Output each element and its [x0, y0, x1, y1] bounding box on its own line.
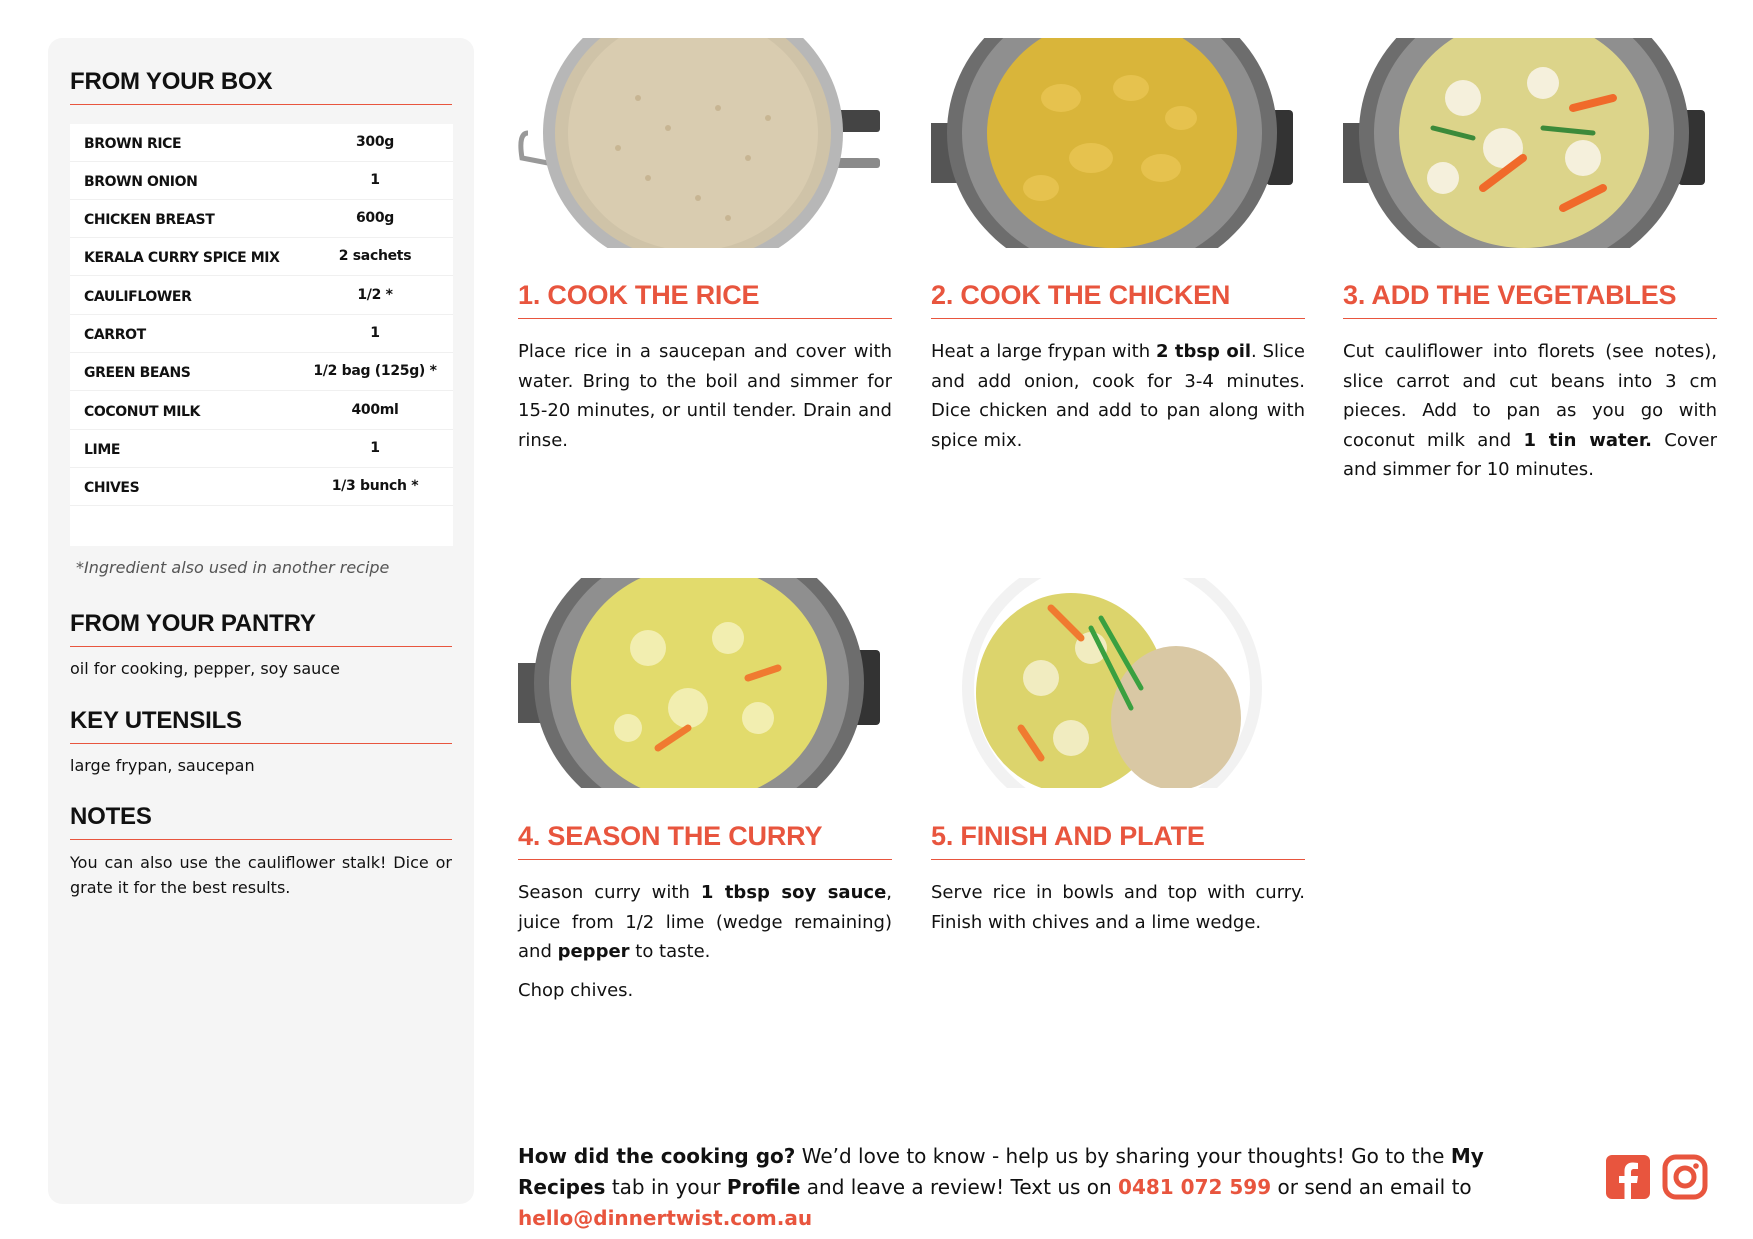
step-2-text-part: Heat a large frypan with	[931, 341, 1156, 362]
ingredient-name: CARROT	[84, 327, 146, 343]
ingredient-qty: 300g	[355, 134, 395, 150]
ingredient-qty: 1/2 bag (125g) *	[313, 363, 437, 379]
step-4-text-part: to taste.	[629, 941, 711, 962]
step-2-title: 2. COOK THE CHICKEN	[931, 280, 1305, 319]
notes-text: You can also use the cauliflower stalk! Dice or grate it for the best results.	[70, 853, 452, 897]
ingredient-qty: 1	[370, 172, 380, 188]
table-row	[70, 315, 453, 353]
step-5-text	[931, 878, 1305, 937]
step-4-text	[518, 878, 892, 967]
step-4-text-part: Season curry with	[518, 882, 701, 903]
step-4-text-bold: 1 tbsp soy sauce	[700, 882, 887, 903]
step-4-photo	[518, 578, 880, 788]
footer-text: tab in your	[605, 1175, 727, 1199]
feedback-footer	[518, 1141, 1578, 1234]
ingredient-name: CHICKEN BREAST	[84, 212, 215, 228]
step-4-text-bold: pepper	[557, 941, 630, 962]
my-recipes-link[interactable]: My Recipes	[518, 1144, 1484, 1199]
step-2-text-part: . Slice and add onion, cook for 3-4 minutes. Dice chicken and add to pan along with spice mix.	[931, 341, 1305, 451]
step-5-photo	[931, 578, 1293, 788]
from-your-box-title: FROM YOUR BOX	[70, 68, 452, 105]
ingredient-name: CAULIFLOWER	[84, 289, 192, 305]
footer-text: We’d love to know - help us by sharing your thoughts! Go to the	[795, 1144, 1451, 1168]
ingredient-name: BROWN ONION	[84, 174, 198, 190]
table-row	[70, 162, 453, 200]
step-2-photo	[931, 38, 1293, 248]
utensils-title: KEY UTENSILS	[70, 707, 452, 744]
step-3-photo	[1343, 38, 1705, 248]
table-row	[70, 468, 453, 506]
feedback-question: How did the cooking go?	[518, 1144, 796, 1168]
step-2-text	[931, 337, 1305, 455]
ingredient-name: KERALA CURRY SPICE MIX	[84, 250, 280, 266]
table-row	[70, 200, 453, 238]
ingredient-qty: 1/2 *	[357, 287, 393, 303]
ingredient-name: COCONUT MILK	[84, 404, 200, 420]
table-row	[70, 124, 453, 162]
ingredient-name: GREEN BEANS	[84, 365, 191, 381]
ingredient-name: LIME	[84, 442, 121, 458]
notes-title: NOTES	[70, 803, 452, 840]
phone-link[interactable]: 0481 072 599	[1118, 1175, 1272, 1199]
ingredient-qty: 600g	[355, 210, 395, 226]
ingredients-table	[70, 124, 453, 546]
step-4-extra: Chop chives.	[518, 980, 634, 1001]
step-3-title: 3. ADD THE VEGETABLES	[1343, 280, 1717, 319]
ingredient-qty: 1	[370, 440, 380, 456]
footer-text: or send an email to	[1271, 1175, 1472, 1199]
step-3-text-part: Cut cauliflower into florets (see notes), slice carrot and cut beans into 3 cm pieces. Add to pan as you go with coconut milk and	[1343, 341, 1717, 451]
pantry-text: oil for cooking, pepper, soy sauce	[70, 659, 340, 678]
step-5-text-part: Serve rice in bowls and top with curry. Finish with chives and a lime wedge.	[931, 882, 1305, 933]
pantry-title: FROM YOUR PANTRY	[70, 610, 452, 647]
table-row	[70, 238, 453, 276]
step-2-text-bold: 2 tbsp oil	[1155, 341, 1252, 362]
step-4-title: 4. SEASON THE CURRY	[518, 821, 892, 860]
step-1-text-part: Place rice in a saucepan and cover with water. Bring to the boil and simmer for 15-20 minutes, or until tender. Drain and rinse.	[518, 341, 892, 451]
footnote: *Ingredient also used in another recipe	[76, 558, 390, 577]
table-row	[70, 353, 453, 391]
step-3-text	[1343, 337, 1717, 485]
ingredient-name: BROWN RICE	[84, 136, 182, 152]
ingredient-qty: 2 sachets	[338, 248, 412, 264]
instagram-icon[interactable]	[1661, 1153, 1709, 1201]
sidebar	[48, 38, 474, 1204]
step-4-text-part: , juice from 1/2 lime (wedge remaining) and	[518, 882, 893, 962]
ingredient-qty: 1	[370, 325, 380, 341]
step-5-title: 5. FINISH AND PLATE	[931, 821, 1305, 860]
ingredient-name: CHIVES	[84, 480, 140, 496]
email-link[interactable]: hello@dinnertwist.com.au	[518, 1206, 813, 1230]
step-3-text-bold: 1 tin water.	[1523, 429, 1652, 451]
table-row	[70, 277, 453, 315]
ingredient-qty: 400ml	[351, 402, 399, 418]
facebook-icon[interactable]	[1604, 1153, 1652, 1201]
step-3-text-part: Cover and simmer for 10 minutes.	[1343, 429, 1717, 480]
footer-text: and leave a review! Text us on	[800, 1175, 1119, 1199]
profile-link[interactable]: Profile	[726, 1175, 801, 1199]
ingredient-qty: 1/3 bunch *	[331, 478, 419, 494]
step-1-title: 1. COOK THE RICE	[518, 280, 892, 319]
table-row	[70, 430, 453, 468]
step-1-text	[518, 337, 892, 455]
utensils-text: large frypan, saucepan	[70, 756, 255, 775]
step-1-photo	[518, 38, 880, 248]
table-row	[70, 392, 453, 430]
